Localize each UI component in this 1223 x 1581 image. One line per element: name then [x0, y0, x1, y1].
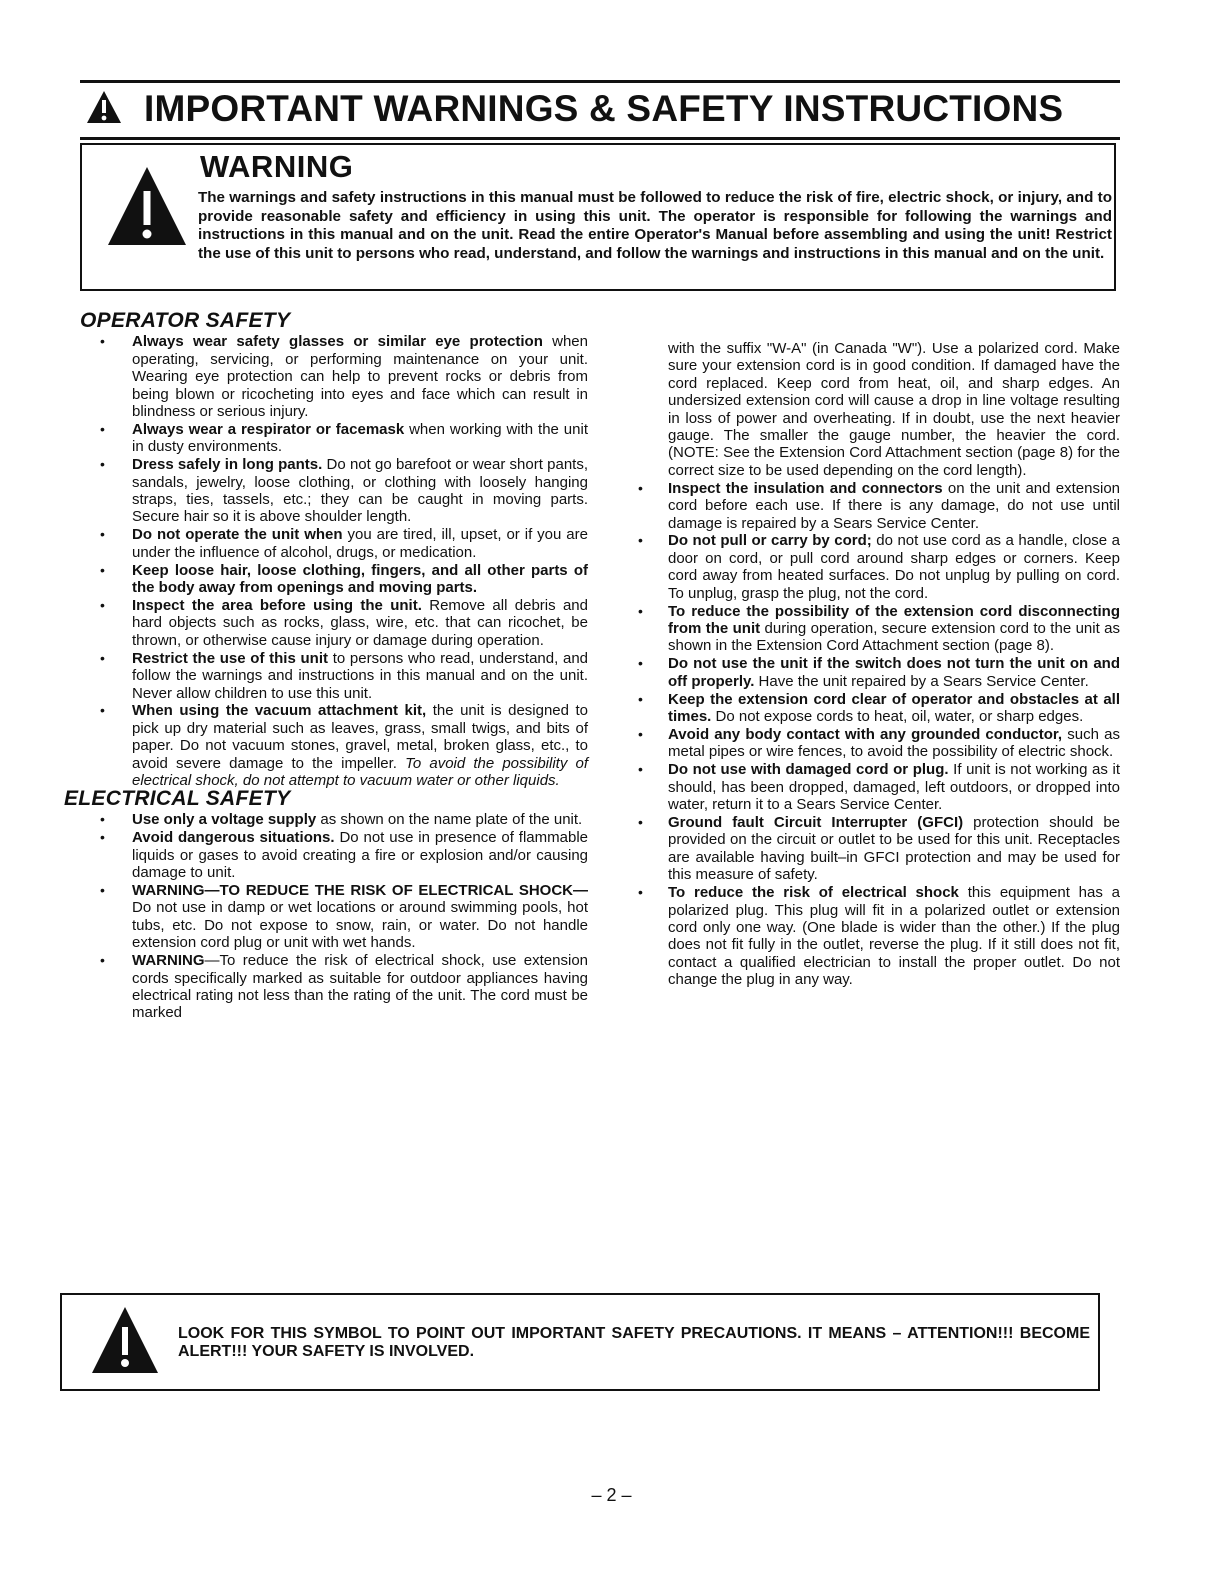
list-item: • Keep the extension cord clear of operator and obstacles at all times. Do not expose cords to heat, oil, water, or sharp edges. [638, 690, 1120, 726]
electrical-safety-list-continued [636, 340, 1120, 989]
left-column [64, 309, 589, 1022]
list-item: • Keep loose hair, loose clothing, fingers, and all other parts of the body away from openings and moving parts. [100, 561, 588, 597]
right-column [636, 340, 1120, 989]
list-item: • Inspect the area before using the unit. Remove all debris and hard objects such as rocks, glass, wire, etc. that can ricochet, be thrown, or otherwise cause injury or damage during operation. [100, 597, 588, 649]
page-title-text: IMPORTANT WARNINGS & SAFETY INSTRUCTIONS [144, 88, 1064, 129]
warning-triangle-icon [90, 1305, 160, 1375]
list-item: • Always wear safety glasses or similar eye protection when operating, servicing, or performing maintenance on your unit. Wearing eye protection can help to prevent rocks or debris from being blown or ricocheting into eyes and face which can result in blindness or serious injury. [100, 333, 588, 421]
warning-triangle-icon [106, 165, 188, 247]
list-item: • Avoid any body contact with any grounded conductor, such as metal pipes or wire fences, to avoid the possibility of electric shock. [638, 725, 1120, 761]
list-item-continuation: with the suffix "W-A" (in Canada "W"). Use a polarized cord. Make sure your extension cord is in good condition. If damaged have the cord replaced. Keep cord from heat, oil, and sharp edges. An undersized extension cord will cause a drop in line voltage resulting in loss of power and overheating. If in doubt, use the next heavier gauge. The smaller the gauge number, the heavier the cord. (NOTE: See the Extension Cord Attachment section (page 8) for the correct size to be used depending on the cord length). [668, 340, 1120, 479]
list-item: • Dress safely in long pants. Do not go barefoot or wear short pants, sandals, jewelry, loose clothing, or clothing with loosely hanging straps, ties, tassels, etc.; they can be caught in moving parts. Secure hair so it is above shoulder length. [100, 456, 589, 526]
list-item: • Inspect the insulation and connectors on the unit and extension cord before each use. If there is any damage, do not use until damage is repaired by a Sears Service Center. [638, 479, 1121, 532]
list-item: • Do not operate the unit when you are tired, ill, upset, or if you are under the influence of alcohol, drugs, or medication. [100, 526, 588, 561]
list-item: • Restrict the use of this unit to persons who read, understand, and follow the warnings and instructions in this manual and on the unit. Never allow children to use this unit. [100, 649, 589, 702]
list-item: • When using the vacuum attachment kit, the unit is designed to pick up dry material such as leaves, grass, small twigs, and bits of paper. Do not vacuum stones, gravel, metal, broken glass, etc., to avoid severe damage to the impeller. To avoid the possibility of electrical shock, do not attempt to vacuum water or other liquids. [100, 702, 588, 790]
list-item: • Avoid dangerous situations. Do not use in presence of flammable liquids or gases to avoid creating a fire or explosion and/or causing damage to unit. [100, 829, 588, 882]
operator-safety-title: OPERATOR SAFETY [80, 309, 291, 332]
list-item: • To reduce the risk of electrical shock this equipment has a polarized plug. This plug will fit in a polarized outlet or extension cord only one way. (One blade is wider than the other.) If the plug does not fit fully in the outlet, reverse the plug. If it still does not fit, contact a qualified electrician to install the proper outlet. Do not change the plug in any way. [638, 884, 1120, 989]
page-title [86, 88, 1126, 130]
list-item: • Do not use with damaged cord or plug. If unit is not working as it should, has been dropped, damaged, left outdoors, or dropped into water, return it to a Sears Service Center. [638, 761, 1120, 814]
electrical-safety-list [64, 811, 588, 1021]
list-item: • To reduce the possibility of the extension cord disconnecting from the unit during operation, secure extension cord to the unit as shown in the Extension Cord Attachment section (page 8). [638, 602, 1120, 655]
list-item: • Always wear a respirator or facemask when working with the unit in dusty environments. [100, 420, 588, 456]
warning-triangle-icon [86, 90, 122, 124]
list-item: • Do not pull or carry by cord; do not use cord as a handle, close a door on cord, or pull cord around sharp edges or corners. Keep cord away from heated surfaces. Do not unplug by pulling on cord. To unplug, grasp the plug, not the cord. [638, 532, 1120, 602]
page-number: – 2 – [591, 1485, 632, 1505]
operator-safety-list [64, 333, 588, 789]
list-item: • WARNING—TO REDUCE THE RISK OF ELECTRICAL SHOCK—Do not use in damp or wet locations or around swimming pools, hot tubs, etc. Do not expose to snow, rain, or water. Do not handle extension cord plug or unit with wet hands. [100, 882, 588, 952]
warning-heading: WARNING [200, 149, 354, 184]
warning-box [80, 143, 1116, 291]
electrical-safety-title: ELECTRICAL SAFETY [64, 786, 291, 810]
list-item: • Ground fault Circuit Interrupter (GFCI) protection should be provided on the circuit or outlet to be used for this unit. Receptacles are available having built–in GFCI protection and may be used for this measure of safety. [638, 813, 1121, 884]
list-item: • Use only a voltage supply as shown on the name plate of the unit. [100, 811, 583, 829]
list-item: • WARNING—To reduce the risk of electrical shock, use extension cords specifically marked as suitable for outdoor appliances having electrical rating not less than the rating of the unit. The cord must be marked [100, 952, 588, 1022]
title-rule [80, 137, 1120, 140]
safety-symbol-text: LOOK FOR THIS SYMBOL TO POINT OUT IMPORTANT SAFETY PRECAUTIONS. IT MEANS – ATTENTION!!! BECOME ALERT!!! YOUR SAFETY IS INVOLVED. [178, 1325, 1090, 1360]
top-rule [80, 80, 1120, 83]
list-item: • Do not use the unit if the switch does not turn the unit on and off properly. Have the unit repaired by a Sears Service Center. [638, 655, 1120, 690]
warning-text: The warnings and safety instructions in this manual must be followed to reduce the risk of fire, electric shock, or injury, and to provide reasonable safety and efficiency in using this unit. The operator is responsible for following the warnings and instructions in this manual and on the unit. Read the entire Operator's Manual before assembling and using the unit! Restrict the use of this unit to persons who read, understand, and follow the warnings and instructions in this manual and on the unit. [198, 189, 1112, 262]
safety-symbol-notice [60, 1293, 1100, 1391]
